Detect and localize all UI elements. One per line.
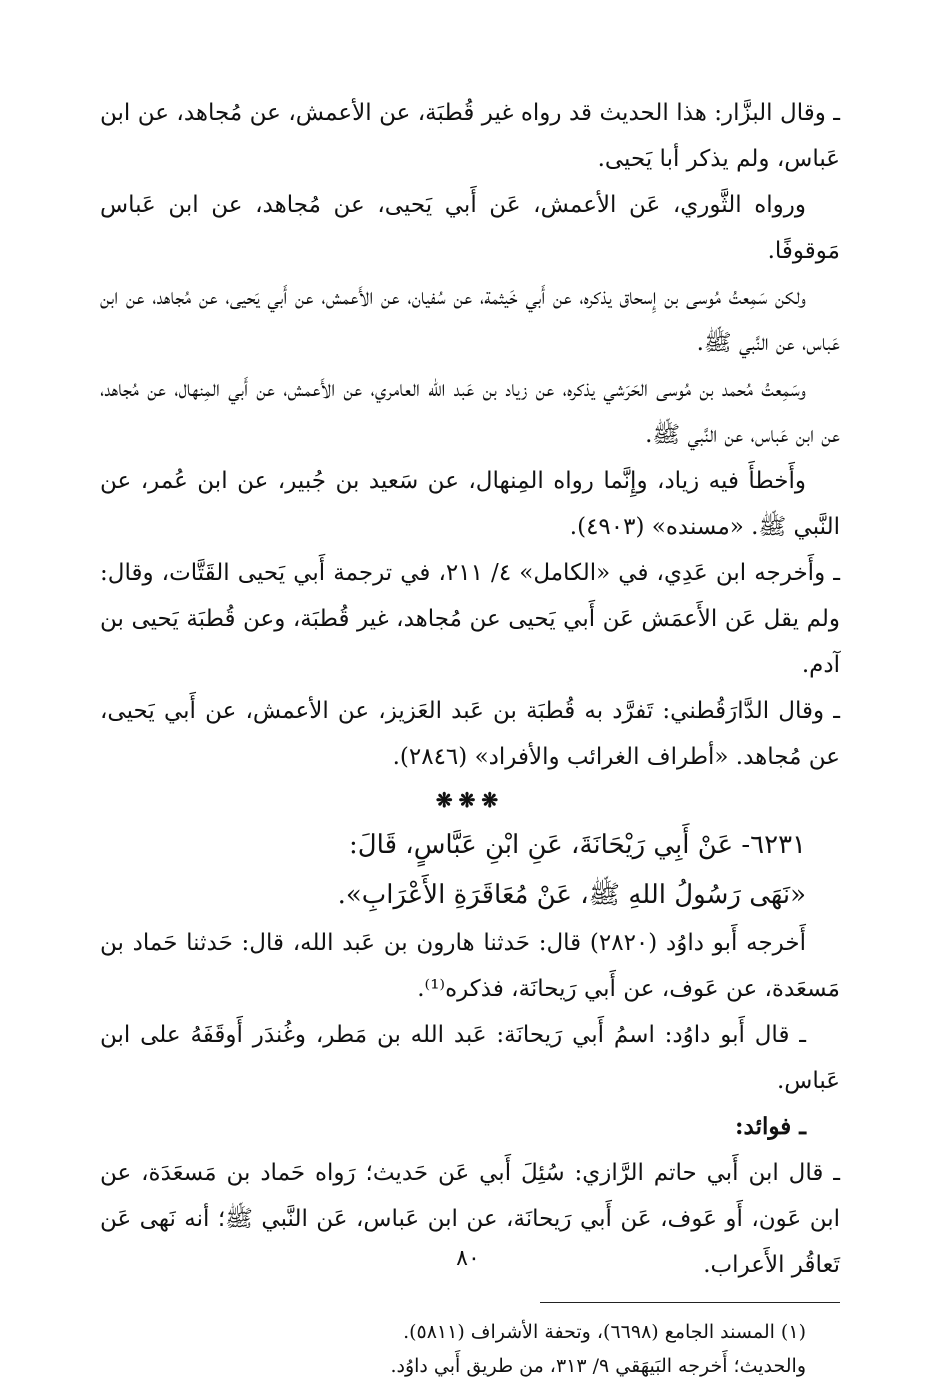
book-page: [100, 90, 840, 1377]
paragraph-abu-dawud-name: ـ قال أَبو داوُد: اسمُ أَبي رَيحانَة: عَبد الله بن مَطر، وغُندَر أَوقَفَهُ على ابن عَباس.: [100, 1022, 840, 1094]
page-number: ٨٠: [456, 1246, 480, 1271]
paragraph-ibn-abi-hatim: ـ قال ابن أَبي حاتم الرَّازي: سُئِلَ أَبي عَن حَديث؛ رَواه حَماد بن مَسعَدَة، عن ابن عَون، أَو عَوف، عَن أَبي رَيحانَة، عن ابن عَباس، عَن النَّبي ﷺ؛ أنه نَهى عَن تَعاقُر الأَعراب.: [100, 1160, 840, 1278]
hadith-heading: ٦٢٣١- عَنْ أَبِي رَيْحَانَةَ، عَنِ ابْنِ عَبَّاسٍ، قَالَ:: [349, 830, 806, 860]
paragraph-muhammad-ibn-musa: وسَمِعتُ مُحمد بن مُوسى الحَرَشي يذكره، عن زياد بن عَبد الله العامري، عن الأَعمش، عن أَبي المِنهال، عن مُجاهد، عن ابن عَباس، عن النَّبي ﷺ.: [100, 376, 840, 448]
paragraph-thawri: ورواه الثَّوري، عَن الأعمش، عَن أَبي يَحيى، عن مُجاهد، عن ابن عَباس مَوقوفًا.: [100, 192, 840, 264]
benefits-heading: ـ فوائد:: [735, 1113, 806, 1140]
footnote-1: (١) المسند الجامع (٦٦٩٨)، وتحفة الأشراف (٥٨١١).: [403, 1321, 806, 1343]
paragraph-musa-ibn-ishaq: ولكن سَمِعتُ مُوسى بن إِسحاق يذكره، عن أَبي خَيثمة، عن سُفيان، عن الأَعمش، عن أَبي يَحيى، عن مُجاهد، عن ابن عَباس، عن النَّبي ﷺ.: [100, 284, 840, 356]
paragraph-daraqutni: ـ وقال الدَّارَقُطني: تَفرَّد به قُطبَة بن عَبد العَزيز، عن الأعمش، عن أَبي يَحيى، عن مُجاهد. «أطراف الغرائب والأفراد» (٢٨٤٦).: [100, 698, 840, 770]
hadith-text: «نَهَى رَسُولُ اللهِ ﷺ، عَنْ مُعَاقَرَةِ الأَعْرَابِ».: [337, 880, 806, 910]
paragraph-bazzar: ـ وقال البزَّار: هذا الحديث قد رواه غير قُطبَة، عن الأعمش، عن مُجاهد، عن ابن عَباس، ولم يذكر أبا يَحيى.: [100, 100, 840, 172]
paragraph-ibn-adi: ـ وأَخرجه ابن عَدِي، في «الكامل» ٤/ ٢١١، في ترجمة أَبي يَحيى القَتَّات، وقال: ولم يقل عَن الأَعمَش عَن أَبي يَحيى عن مُجاهد، غير قُطبَة، وعن قُطبَة يَحيى بن آدم.: [100, 560, 840, 678]
section-separator: ❋❋❋: [435, 788, 505, 812]
footnote-1-continuation: والحديث؛ أَخرجه البَيهَقي ٩/ ٣١٣، من طريق أَبي داوُد.: [390, 1355, 806, 1377]
footnote-divider: [540, 1302, 840, 1303]
paragraph-ziyad-error: وأَخطأَ فيه زياد، وإِنَّما رواه المِنهال، عن سَعيد بن جُبير، عن ابن عُمر، عن النَّبي ﷺ. «مسنده» (٤٩٠٣).: [100, 468, 840, 540]
paragraph-abu-dawud: أَخرجه أَبو داوُد (٢٨٢٠) قال: حَدثنا هارون بن عَبد الله، قال: حَدثنا حَماد بن مَسعَدة، عن عَوف، عن أَبي رَيحانَة، فذكره⁽¹⁾.: [100, 930, 840, 1002]
